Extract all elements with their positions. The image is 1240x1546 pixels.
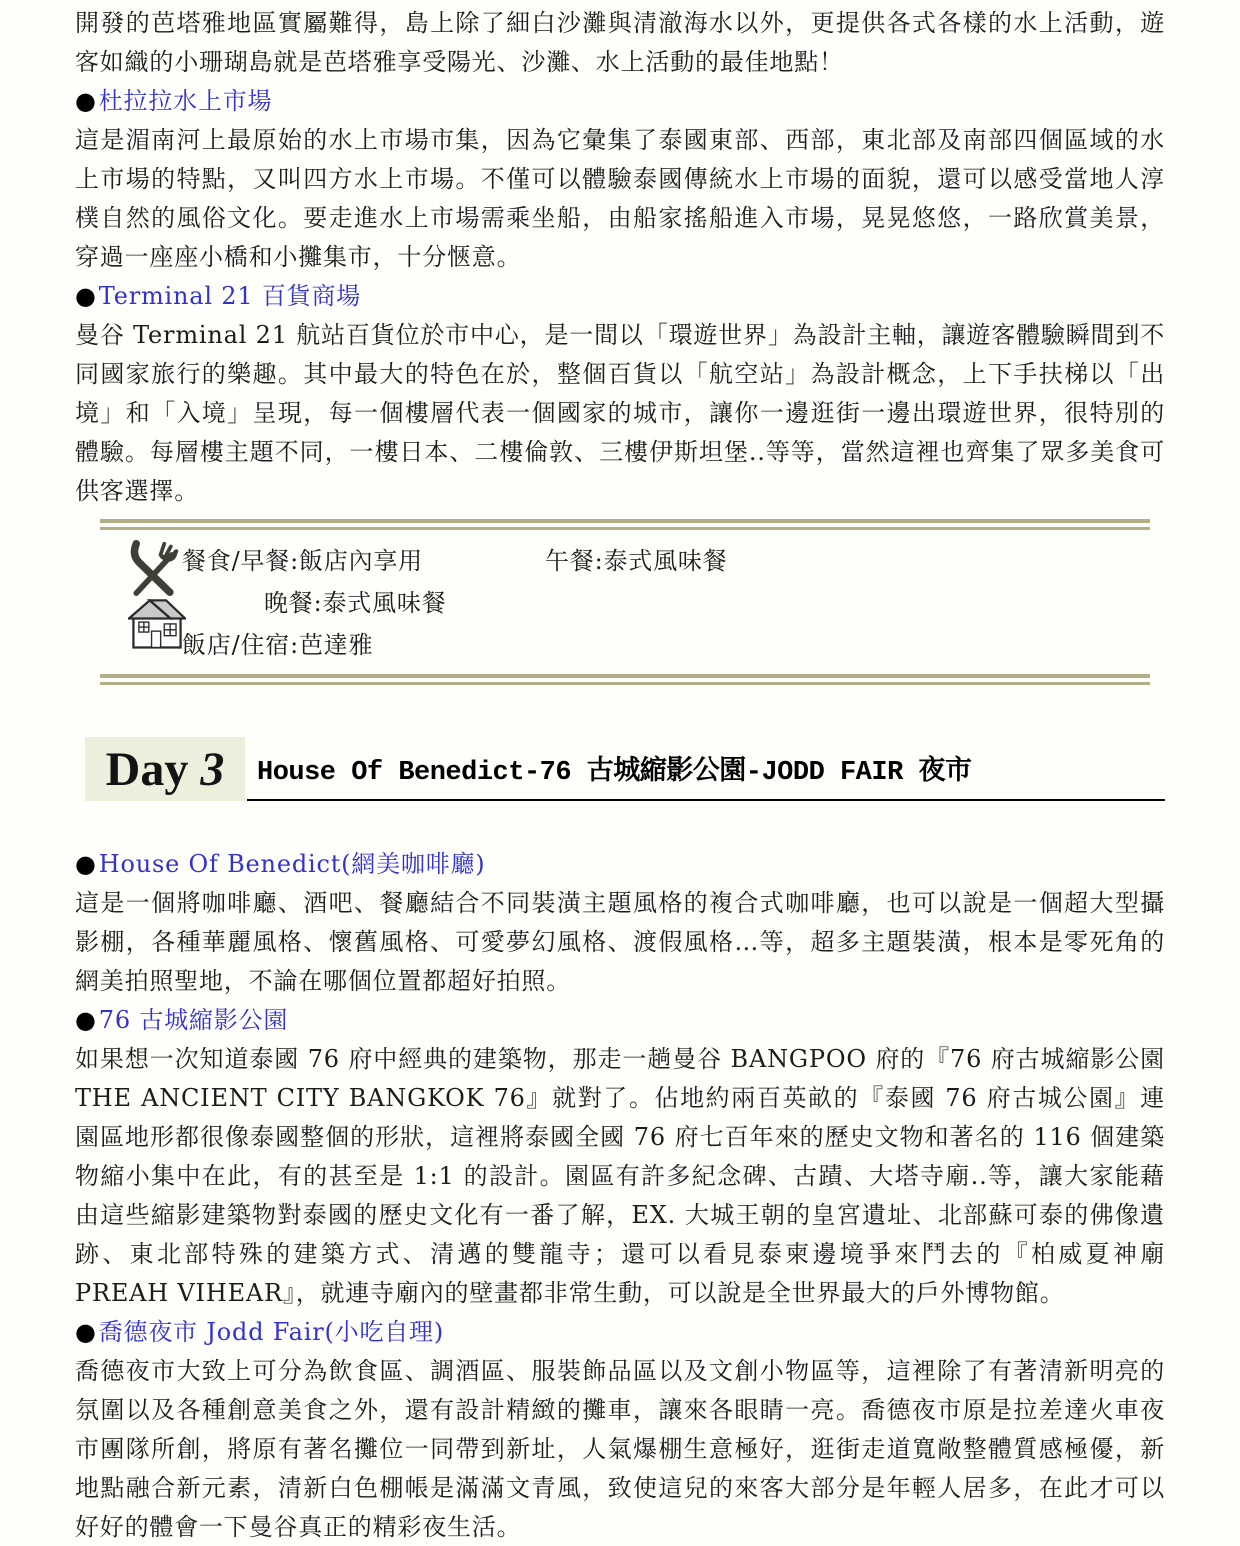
dinner-text: 晚餐:泰式風味餐 [264, 589, 447, 617]
attraction-heading [75, 845, 1165, 884]
attraction-description: 如果想一次知道泰國 76 府中經典的建築物，那走一趟曼谷 BANGPOO 府的『76 府古城縮影公園 THE ANCIENT CITY BANGKOK 76』就對了。佔地約兩百英畝的『泰國 76 府古城公園』連園區地形都很像泰國整個的形狀，這裡將泰國全國 76 府七百年來的歷史文物和著名的 116 個建築物縮小集中在此，有的甚至是 1:1 的設計。園區有許多紀念碑、古蹟、大塔寺廟..等，讓大家能藉由這些縮影建築物對泰國的歷史文化有一番了解，EX. 大城王朝的皇宮遺址、北部蘇可泰的佛像遺跡、東北部特殊的建築方式、清邁的雙龍寺；還可以看見泰柬邊境爭來鬥去的『柏威夏神廟 PREAH VIHEAR』，就連寺廟內的壁畫都非常生動，可以說是全世界最大的戶外博物館。 [75, 1045, 1165, 1307]
attraction-section [75, 82, 1165, 277]
bullet-icon: ● [75, 87, 97, 115]
attraction-description: 這是湄南河上最原始的水上市場市集，因為它彙集了泰國東部、西部，東北部及南部四個區域的水上市場的特點，又叫四方水上市場。不僅可以體驗泰國傳統水上市場的面貌，還可以感受當地人淳樸自然的風俗文化。要走進水上市場需乘坐船，由船家搖船進入市場，晃晃悠悠，一路欣賞美景，穿過一座座小橋和小攤集市，十分愜意。 [75, 126, 1165, 271]
intro-paragraph: 開發的芭塔雅地區實屬難得，島上除了細白沙灘與清澈海水以外，更提供各式各樣的水上活動，遊客如織的小珊瑚島就是芭塔雅享受陽光、沙灘、水上活動的最佳地點！ [75, 9, 1165, 76]
attraction-heading-text: House Of Benedict(網美咖啡廳) [98, 850, 486, 878]
day-title-underline [247, 737, 1165, 801]
meal-row-breakfast-lunch [182, 540, 1150, 582]
bullet-icon: ● [75, 1006, 97, 1034]
lunch-text: 午餐:泰式風味餐 [545, 547, 728, 575]
attraction-section [75, 277, 1165, 511]
day-header [85, 737, 1165, 801]
attraction-heading-text: 76 古城縮影公園 [98, 1006, 289, 1034]
attraction-heading [75, 277, 1165, 316]
board-divider-bottom [100, 674, 1150, 685]
attraction-heading-text: 喬德夜市 Jodd Fair(小吃自理) [98, 1318, 445, 1346]
meal-box [100, 530, 1150, 674]
attraction-heading-text: Terminal 21 百貨商場 [98, 282, 362, 310]
attraction-section [75, 845, 1165, 1001]
attraction-section [75, 1313, 1165, 1546]
board-divider-top [100, 519, 1150, 530]
bullet-icon: ● [75, 850, 97, 878]
house-icon [128, 596, 186, 654]
meal-hotel-board [100, 519, 1150, 685]
attraction-heading [75, 1313, 1165, 1352]
bullet-icon: ● [75, 1318, 97, 1346]
day-badge [85, 737, 245, 801]
attraction-description: 這是一個將咖啡廳、酒吧、餐廳結合不同裝潢主題風格的複合式咖啡廳，也可以說是一個超大型攝影棚，各種華麗風格、懷舊風格、可愛夢幻風格、渡假風格…等，超多主題裝潢，根本是零死角的網美拍照聖地，不論在哪個位置都超好拍照。 [75, 889, 1165, 995]
day-number: 3 [200, 742, 225, 796]
attraction-description: 喬德夜市大致上可分為飲食區、調酒區、服裝飾品區以及文創小物區等，這裡除了有著清新明亮的氛圍以及各種創意美食之外，還有設計精緻的攤車，讓來各眼睛一亮。喬德夜市原是拉差達火車夜市團隊所創，將原有著名攤位一同帶到新址，人氣爆棚生意極好，逛街走道寬敞整體質感極優，新地點融合新元素，清新白色棚帳是滿滿文青風，致使這兒的來客大部分是年輕人居多，在此才可以好好的體會一下曼谷真正的精彩夜生活。 [75, 1357, 1165, 1541]
attraction-heading [75, 1001, 1165, 1040]
bullet-icon: ● [75, 282, 97, 310]
breakfast-text: 餐食/早餐:飯店內享用 [182, 547, 423, 575]
fork-knife-icon [126, 538, 182, 602]
attraction-heading-text: 杜拉拉水上市場 [98, 87, 273, 115]
attraction-description: 曼谷 Terminal 21 航站百貨位於市中心，是一間以「環遊世界」為設計主軸，讓遊客體驗瞬間到不同國家旅行的樂趣。其中最大的特色在於，整個百貨以「航空站」為設計概念，上下手扶梯以「出境」和「入境」呈現，每一個樓層代表一個國家的城市，讓你一邊逛街一邊出環遊世界，很特別的體驗。每層樓主題不同，一樓日本、二樓倫敦、三樓伊斯坦堡..等等，當然這裡也齊集了眾多美食可供客選擇。 [75, 321, 1165, 505]
attraction-section [75, 1001, 1165, 1313]
day-label: Day [105, 742, 189, 796]
day-title: House Of Benedict-76 古城縮影公園-JODD FAIR 夜市 [257, 758, 972, 788]
hotel-text: 飯店/住宿:芭達雅 [182, 631, 374, 659]
attraction-heading [75, 82, 1165, 121]
